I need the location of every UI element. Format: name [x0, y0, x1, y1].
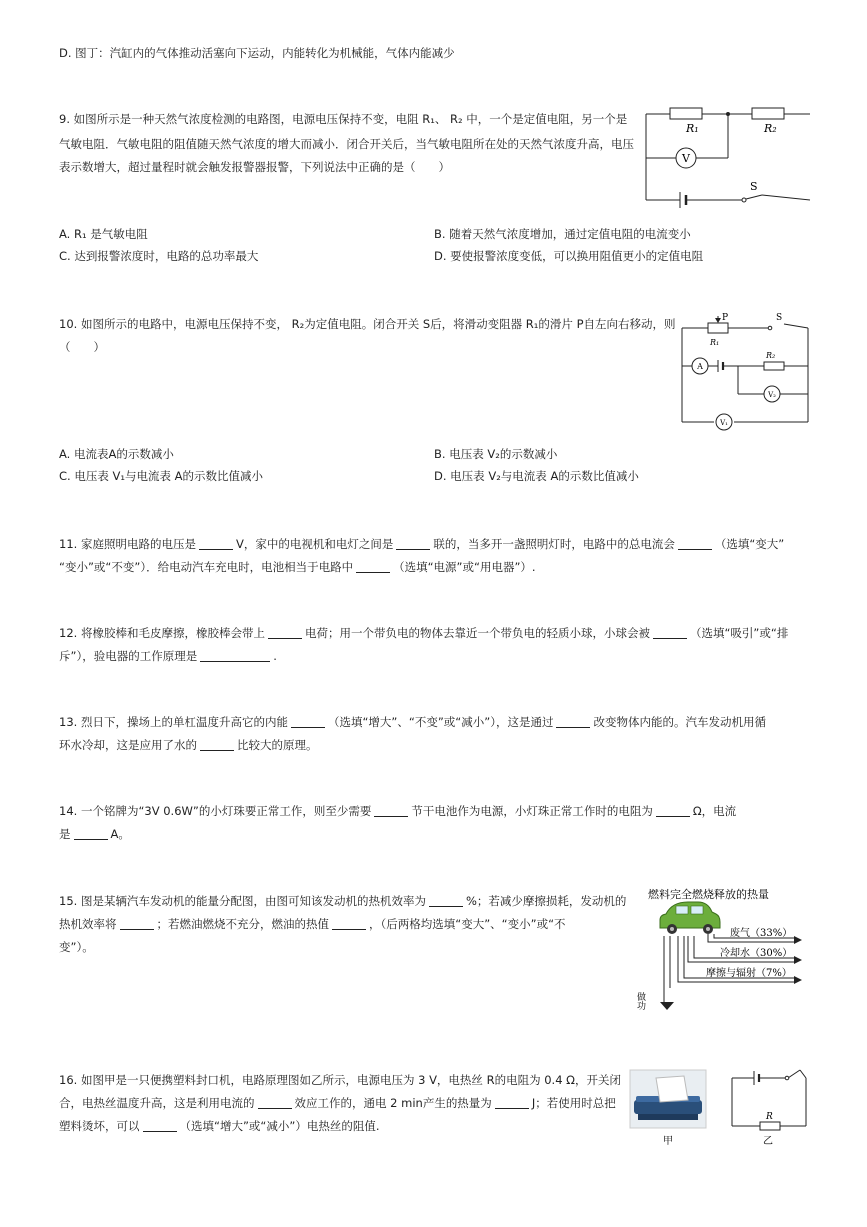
q11-blank-1[interactable]	[199, 537, 233, 550]
q13-blank-3[interactable]	[200, 738, 234, 751]
q9-voltmeter-label: V	[682, 152, 690, 165]
q13-line-1: 13. 烈日下，操场上的单杠温度升高它的内能 （选填“增大”、“不变”或“减小”），这是通过 改变物体内能的。汽车发动机用循	[59, 715, 766, 729]
q16-label-yi: 乙	[763, 1136, 773, 1147]
q14-line-1: 14. 一个铭牌为“3V 0.6W”的小灯珠要正常工作，则至少需要 节干电池作为电源，小灯珠正常工作时的电阻为 Ω，电流	[59, 804, 737, 818]
q13-blank-2[interactable]	[556, 715, 590, 728]
q11-blank-4[interactable]	[356, 560, 390, 573]
q10-slider-label: P	[722, 313, 729, 323]
q15-useful-work-label: 做功	[635, 992, 645, 1010]
q9-switch-icon	[742, 198, 746, 202]
q10-switch-label: S	[776, 313, 783, 323]
q14-blank-2[interactable]	[656, 804, 690, 817]
q15-friction-label: 摩擦与辐射（7%）	[706, 968, 792, 979]
q10-r1-label: R₁	[710, 338, 720, 347]
q14-line-2: 是 A。	[59, 827, 130, 841]
q15-blank-3[interactable]	[332, 917, 366, 930]
q11-line-1: 11. 家庭照明电路的电压是 V，家中的电视机和电灯之间是 联的，当多开一盏照明灯时，电路中的总电流会 （选填“变大”	[59, 537, 785, 551]
q15-blank-1[interactable]	[429, 894, 463, 907]
q9-resistor-r2	[752, 108, 784, 119]
q15-line-1: 15. 图是某辆汽车发动机的能量分配图，由图可知该发动机的热机效率为 %；若减少摩擦损耗，发动机的	[59, 894, 627, 908]
q9-resistor-r1	[670, 108, 702, 119]
q10-stem-line-2: （ ）	[59, 340, 105, 354]
q9-option-b[interactable]: B. 随着天然气浓度增加，通过定值电阻的电流变小	[434, 227, 691, 241]
q15-line-2: 热机效率将 ；若燃油燃烧不充分，燃油的热值 ，（后两格均选填“变大”、“变小”或“不	[59, 917, 566, 931]
q11-blank-3[interactable]	[678, 537, 712, 550]
q10-option-c[interactable]: C. 电压表 V₁与电流表 A的示数比值减小	[59, 469, 263, 483]
q9-option-d[interactable]: D. 要使报警浓度变低，可以换用阻值更小的定值电阻	[434, 249, 704, 263]
q9-option-a[interactable]: A. R₁ 是气敏电阻	[59, 227, 148, 241]
q10-ammeter-label: A	[697, 362, 703, 371]
q9-circuit-diagram	[640, 100, 815, 215]
q16-blank-1[interactable]	[258, 1096, 292, 1109]
q16-blank-2[interactable]	[495, 1096, 529, 1109]
q10-option-d[interactable]: D. 电压表 V₂与电流表 A的示数比值减小	[434, 469, 639, 483]
q15-cooling-label: 冷却水（30%）	[720, 948, 793, 959]
q9-option-c[interactable]: C. 达到报警浓度时，电路的总功率最大	[59, 249, 259, 263]
q16-line-2: 合，电热丝温度升高，这是利用电流的 效应工作的，通电 2 min产生的热量为 J；若使用时总把	[59, 1096, 616, 1110]
q15-line-3: 变”）。	[59, 940, 94, 954]
sealer-photo	[630, 1070, 710, 1150]
q16-blank-3[interactable]	[143, 1119, 177, 1132]
q16-label-jia: 甲	[663, 1136, 673, 1147]
q10-option-b[interactable]: B. 电压表 V₂的示数减小	[434, 447, 558, 461]
q10-v1-label: V₁	[720, 419, 728, 427]
q13-line-2: 环水冷却，这是应用了水的 比较大的原理。	[59, 738, 318, 752]
q12-blank-1[interactable]	[268, 626, 302, 639]
q9-stem-line-2: 气敏电阻．气敏电阻的阻值随天然气浓度的增大而减小．闭合开关后，当气敏电阻所在处的天然气浓度升高，电压	[59, 137, 634, 151]
q12-blank-2[interactable]	[653, 626, 687, 639]
q15-blank-2[interactable]	[120, 917, 154, 930]
q10-slider-p-icon	[715, 318, 721, 323]
q12-blank-3[interactable]	[200, 649, 270, 662]
q16-r-label: R	[766, 1112, 773, 1122]
q9-stem-line-3: 表示数增大，超过量程时就会触发报警器报警，下列说法中正确的是（ ）	[59, 160, 450, 174]
q9-stem-line-1: 9. 如图所示是一种天然气浓度检测的电路图，电源电压保持不变，电阻 R₁、 R₂ 中，一个是定值电阻，另一个是	[59, 112, 628, 126]
q15-energy-diagram	[635, 884, 813, 1014]
q12-line-1: 12. 将橡胶棒和毛皮摩擦，橡胶棒会带上 电荷；用一个带负电的物体去靠近一个带负电的轻质小球，小球会被 （选填“吸引”或“排	[59, 626, 789, 640]
q10-stem-line-1: 10. 如图所示的电路中，电源电压保持不变， R₂为定值电阻。闭合开关 S后，将滑动变阻器 R₁的滑片 P自左向右移动，则	[59, 317, 676, 331]
q11-line-2: “变小”或“不变”）．给电动汽车充电时，电池相当于电路中 （选填“电源”或“用电器”）.	[59, 560, 536, 574]
q14-blank-1[interactable]	[374, 804, 408, 817]
q10-resistor-r2	[764, 362, 784, 370]
q16-switch-icon	[785, 1076, 789, 1080]
q15-diagram-title: 燃料完全燃烧释放的热量	[648, 888, 769, 901]
q9-r2-label: R₂	[764, 122, 777, 135]
car-icon	[660, 902, 720, 934]
q8-option-d: D. 图丁：汽缸内的气体推动活塞向下运动，内能转化为机械能，气体内能减少	[59, 46, 455, 60]
q15-exhaust-label: 废气（33%）	[730, 928, 793, 939]
q10-rheostat-r1	[708, 323, 728, 333]
q11-blank-2[interactable]	[396, 537, 430, 550]
q16-heater-resistor	[760, 1122, 780, 1130]
q10-option-a[interactable]: A. 电流表A的示数减小	[59, 447, 174, 461]
q14-blank-3[interactable]	[74, 827, 108, 840]
q10-v2-label: V₂	[768, 391, 776, 399]
q16-line-1: 16. 如图甲是一只便携塑料封口机，电路原理图如乙所示，电源电压为 3 V，电热丝 R的电阻为 0.4 Ω，开关闭	[59, 1073, 621, 1087]
q13-blank-1[interactable]	[291, 715, 325, 728]
q12-line-2: 斥”），验电器的工作原理是 .	[59, 649, 277, 663]
q16-line-3: 塑料烫坏，可以 （选填“增大”或“减小”）电热丝的阻值.	[59, 1119, 380, 1133]
q9-switch-label: S	[750, 180, 758, 193]
q10-switch-icon	[768, 326, 772, 330]
q10-circuit-diagram	[676, 308, 816, 436]
q10-r2-label: R₂	[766, 351, 776, 360]
q16-circuit-diagram	[726, 1064, 816, 1150]
q9-r1-label: R₁	[686, 122, 699, 135]
